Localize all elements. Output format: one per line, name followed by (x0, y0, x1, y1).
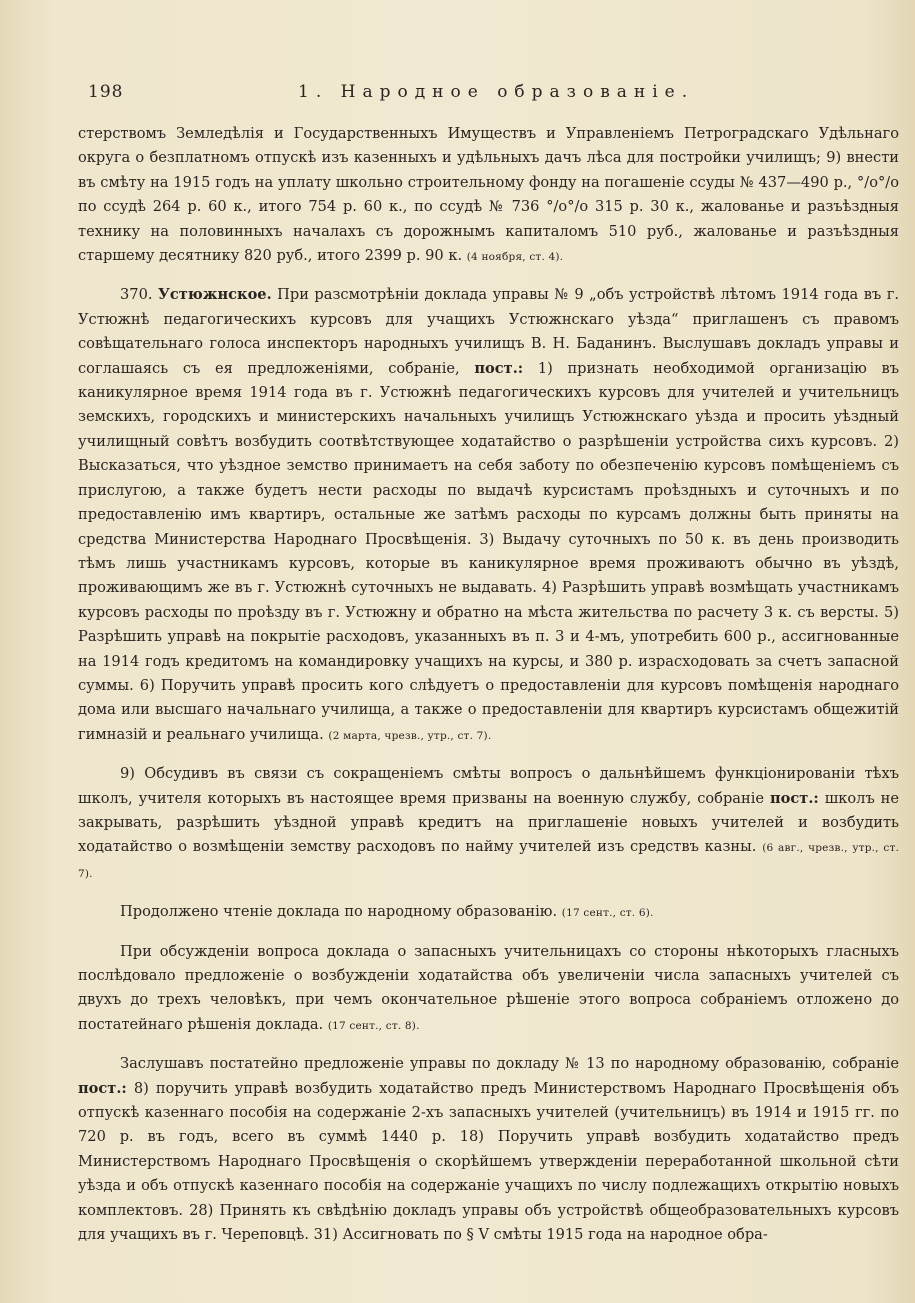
page-body (78, 122, 899, 1261)
paragraph-text: Продолжено чтеніе доклада по народному образованію. (120, 903, 558, 921)
date-reference: (2 марта, чрезв., утр., ст. 7). (328, 729, 492, 742)
running-title: 1. Народное образованіе. (298, 82, 695, 102)
page-header (88, 82, 888, 108)
paragraph-ustyuzhna (78, 283, 899, 748)
paragraph-reserve-teachers (78, 940, 899, 1039)
paragraph-schools (78, 762, 899, 886)
resolution-marker: пост.: (769, 789, 819, 807)
paragraph-text: При разсмотрѣніи доклада управы № 9 „объ устройствѣ лѣтомъ 1914 года въ г. Устюжнѣ педагогическихъ курсовъ для учащихъ Устюжнскаго уѣзда“ приглашенъ съ правомъ совѣщательнаго голоса инспекторъ народныхъ училищъ В. Н. Баданинъ. Выслушавъ докладъ управы и соглашаясь съ ея предложеніями, собраніе, (78, 286, 899, 377)
paragraph-text: стерствомъ Земледѣлія и Государственныхъ Имуществъ и Управленіемъ Петроградскаго Удѣльнаго округа о безплатномъ отпускѣ изъ казенныхъ и удѣльныхъ дачъ лѣса для постройки училищъ; 9) внести въ смѣту на 1915 годъ на уплату школьно строительному фонду на погашеніе ссуды № 437—490 р., °/о°/о по ссудѣ 264 р. 60 к., итого 754 р. 60 к., по ссудѣ № 736 °/о°/о 315 р. 30 к., жалованье и разъѣздныя технику на половинныхъ началахъ съ дорожнымъ капиталомъ 510 руб., жалованье и разъѣздныя старшему десятнику 820 руб., итого 2399 р. 90 к. (78, 125, 899, 265)
paragraph-text: 8) поручить управѣ возбудить ходатайство предъ Министерствомъ Народнаго Просвѣщенія объ отпускѣ казеннаго пособія на содержаніе 2-хъ запасныхъ учителей (учительницъ) въ 1914 и 1915 гг. по 720 р. въ годъ, всего въ суммѣ 1440 р. 18) Поручить управѣ возбудить ходатайство предъ Министерствомъ Народнаго Просвѣщенія о скорѣйшемъ утвержденіи переработанной школьной сѣти уѣзда и объ отпускѣ казеннаго пособія на содержаніе учащихъ по числу подлежащихъ открытію новыхъ комплектовъ. 28) Принять къ свѣдѣнію докладъ управы объ устройствѣ общеобразовательныхъ курсовъ для учащихъ въ г. Череповцѣ. 31) Ассигновать по § V смѣты 1915 года на народное обра- (78, 1079, 899, 1244)
resolution-marker: пост.: (474, 359, 524, 377)
paragraph-text: При обсужденіи вопроса доклада о запасныхъ учительницахъ со стороны нѣкоторыхъ гласныхъ послѣдовало предложеніе о возбужденіи ходатайства объ увеличеніи числа запасныхъ учителей съ двухъ до трехъ человѣкъ, при чемъ окончательное рѣшеніе этого вопроса собраніемъ отложено до постатейнаго рѣшенія доклада. (78, 942, 899, 1033)
date-reference: (4 ноября, ст. 4). (466, 251, 564, 264)
paragraph-reading (78, 900, 899, 925)
page-number: 198 (88, 82, 124, 102)
paragraph-report-13 (78, 1052, 899, 1247)
paragraph-text: Заслушавъ постатейно предложеніе управы по докладу № 13 по народному образованію, собраніе (120, 1055, 899, 1073)
date-reference: (6 авг., чрезв., утр., ст. 7). (78, 842, 900, 880)
paragraph-text: школъ не закрывать, разрѣшить уѣздной управѣ кредитъ на приглашеніе новыхъ учителей и возбудить ходатайство о возмѣщеніи земству расходовъ по найму учителей изъ средствъ казны. (78, 789, 900, 856)
date-reference: (17 сент., ст. 8). (327, 1019, 420, 1032)
paragraph-continued (78, 122, 899, 269)
paragraph-text: 9) Обсудивъ въ связи съ сокращеніемъ смѣты вопросъ о дальнѣйшемъ функціонированіи тѣхъ школъ, учителя которыхъ въ настоящее время призваны на военную службу, собраніе (78, 765, 899, 807)
resolution-marker: пост.: (78, 1079, 127, 1097)
entry-heading: Устюжнское. (157, 286, 272, 304)
paragraph-text: 1) признать необходимой организацію въ каникулярное время 1914 года въ г. Устюжнѣ педагогическихъ курсовъ для учителей и учительницъ земскихъ, городскихъ и министерскихъ начальныхъ училищъ Устюжнскаго уѣзда и просить уѣздный училищный совѣтъ возбудить соотвѣтствующее ходатайство о разрѣшеніи устройства сихъ курсовъ. 2) Высказаться, что уѣздное земство принимаетъ на себя заботу по обезпеченію курсовъ помѣщеніемъ съ прислугою, а также будетъ нести расходы по выдачѣ курсистамъ проѣздныхъ и суточныхъ и по предоставленію имъ квартиръ, остальные же затѣмъ расходы по курсамъ должны быть приняты на средства Министерства Народнаго Просвѣщенія. 3) Выдачу суточныхъ по 50 к. въ день производить тѣмъ лишь участникамъ курсовъ, которые въ каникулярное время проживаютъ обычно въ уѣздѣ, проживающимъ же въ г. Устюжнѣ суточныхъ не выдавать. 4) Разрѣшить управѣ возмѣщать участникамъ курсовъ расходы по проѣзду въ г. Устюжну и обратно на мѣста жительства по расчету 3 к. съ версты. 5) Разрѣшить управѣ на покрытіе расходовъ, указанныхъ въ п. 3 и 4-мъ, употребить 600 р., ассигнованные на 1914 годъ кредитомъ на командировку учащихъ на курсы, и 380 р. израсходовать за счетъ запасной суммы. 6) Поручить управѣ просить кого слѣдуетъ о предоставленіи для курсовъ помѣщенія народнаго дома или высшаго начальнаго училища, а также о предоставленіи для квартиръ курсистамъ общежитій гимназій и реальнаго училища. (78, 359, 899, 743)
date-reference: (17 сент., ст. 6). (561, 907, 654, 920)
entry-number: 370. (120, 286, 153, 304)
